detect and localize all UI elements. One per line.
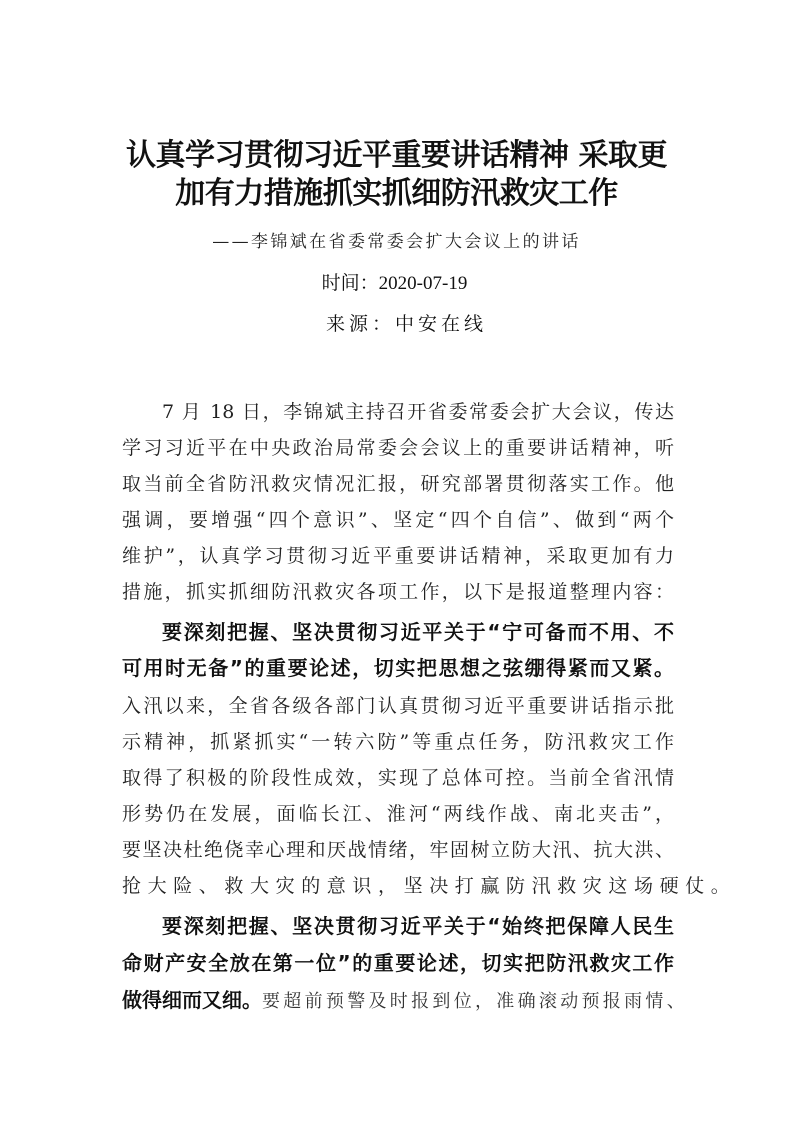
body-line: 取当前全省防汛救灾情况汇报，研究部署贯彻落实工作。他	[122, 473, 674, 495]
body-line: 措施，抓实抓细防汛救灾各项工作，以下是报道整理内容：	[122, 581, 674, 603]
body-line: 形势仍在发展，面临长江、淮河“两线作战、南北夹击”，	[122, 803, 674, 825]
body-line: 入汛以来，全省各级各部门认真贯彻习近平重要讲话指示批	[122, 695, 674, 717]
body-line: 维护”，认真学习贯彻习近平重要讲话精神，采取更加有力	[122, 545, 674, 567]
document-subtitle: ——李锦斌在省委常委会扩大会议上的讲话	[212, 232, 581, 252]
publish-source	[10, 312, 793, 338]
body-line: 取得了积极的阶段性成效，实现了总体可控。当前全省汛情	[122, 767, 674, 789]
source-label: 来源：	[325, 314, 395, 335]
bold-lead-line: 可用时无备”的重要论述，切实把思想之弦绷得紧而又紧。	[122, 656, 674, 680]
publish-time	[0, 271, 791, 297]
bold-lead-end: 做得细而又细。	[122, 988, 262, 1012]
bold-lead-line: 要深刻把握、坚决贯彻习近平关于“宁可备而不用、不	[162, 620, 674, 644]
time-value: 2020-07-19	[378, 273, 468, 294]
document-title-line-1: 认真学习贯彻习近平重要讲话精神 采取更	[126, 138, 667, 173]
bold-lead-line: 要深刻把握、坚决贯彻习近平关于“始终把保障人民生	[162, 914, 674, 938]
body-line: 抢大险、救大灾的意识，坚决打赢防汛救灾这场硬仗。	[122, 875, 737, 897]
source-value: 中安在线	[395, 314, 488, 335]
body-line: 示精神，抓紧抓实“一转六防”等重点任务，防汛救灾工作	[122, 731, 674, 753]
bold-lead-line: 命财产安全放在第一位”的重要论述，切实把防汛救灾工作	[122, 951, 674, 975]
body-line: 7 月 18 日，李锦斌主持召开省委常委会扩大会议，传达	[162, 401, 674, 423]
body-line: 要坚决杜绝侥幸心理和厌战情绪，牢固树立防大汛、抗大洪、	[122, 839, 674, 861]
body-line: 强调，要增强“四个意识”、坚定“四个自信”、做到“两个	[122, 509, 674, 531]
time-label: 时间：	[321, 273, 379, 294]
body-line: 学习习近平在中央政治局常委会会议上的重要讲话精神，听	[122, 437, 674, 459]
body-text: 要超前预警及时报到位，准确滚动预报雨情、	[262, 991, 688, 1012]
mixed-line	[122, 982, 688, 1018]
document-title-line-2: 加有力措施抓实抓细防汛救灾工作	[175, 176, 618, 211]
